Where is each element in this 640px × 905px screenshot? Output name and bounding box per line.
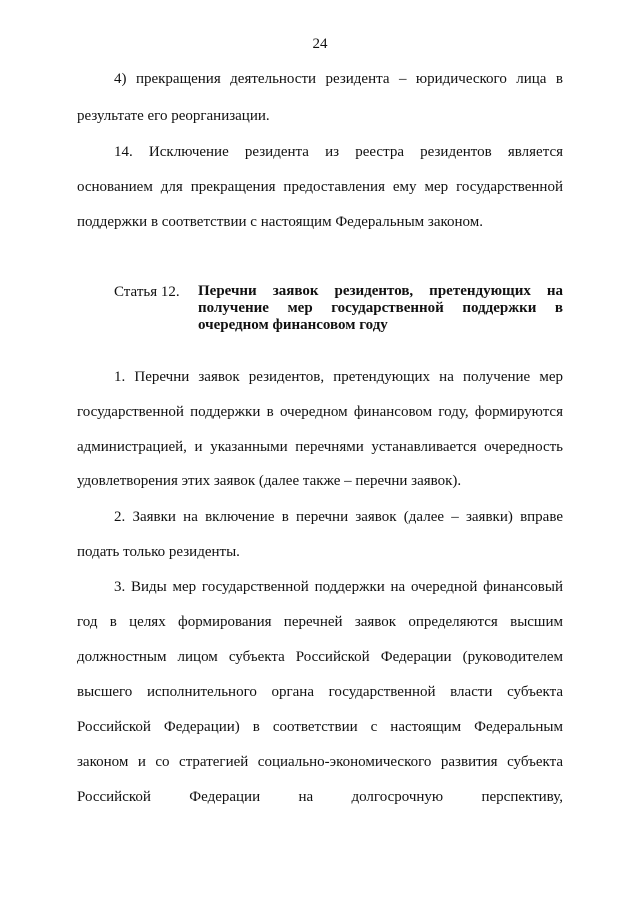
para-14-line-3: поддержки в соответствии с настоящим Федеральным законом. xyxy=(77,214,483,230)
clause-1-line-2: государственной поддержки в очередном финансовом году, формируются xyxy=(77,404,563,420)
para-14-line-2: основанием для прекращения предоставления ему мер государственной xyxy=(77,179,563,195)
para-4-line-1: 4) прекращения деятельности резидента – юридического лица в xyxy=(114,71,563,87)
para-4-line-2: результате его реорганизации. xyxy=(77,108,270,124)
article-label: Статья 12. xyxy=(114,284,180,300)
article-title-line-3: очередном финансовом году xyxy=(198,317,388,333)
clause-1-line-4: удовлетворения этих заявок (далее также – перечни заявок). xyxy=(77,473,462,489)
clause-2-line-1: 2. Заявки на включение в перечни заявок (далее – заявки) вправе xyxy=(114,509,563,525)
article-title-line-2: получение мер государственной поддержки в xyxy=(198,300,563,316)
clause-3-line-4: высшего исполнительного органа государственной власти субъекта xyxy=(77,684,563,700)
clause-3-line-5: Российской Федерации) в соответствии с настоящим Федеральным xyxy=(77,719,563,735)
clause-3-line-6: законом и со стратегией социально-экономического развития субъекта xyxy=(77,754,563,770)
clause-3-line-7: Российской Федерации на долгосрочную перспективу, xyxy=(77,789,563,805)
article-title-line-1: Перечни заявок резидентов, претендующих на xyxy=(198,283,563,299)
clause-3-line-1: 3. Виды мер государственной поддержки на очередной финансовый xyxy=(114,579,563,595)
clause-2-line-2: подать только резиденты. xyxy=(77,544,240,560)
page-number: 24 xyxy=(312,36,328,52)
clause-1-line-1: 1. Перечни заявок резидентов, претендующих на получение мер xyxy=(114,369,563,385)
clause-3-line-3: должностным лицом субъекта Российской Федерации (руководителем xyxy=(77,649,563,665)
clause-1-line-3: администрацией, и указанными перечнями устанавливается очередность xyxy=(77,439,563,455)
clause-3-line-2: год в целях формирования перечней заявок определяются высшим xyxy=(77,614,563,630)
para-14-line-1: 14. Исключение резидента из реестра резидентов является xyxy=(114,144,563,160)
